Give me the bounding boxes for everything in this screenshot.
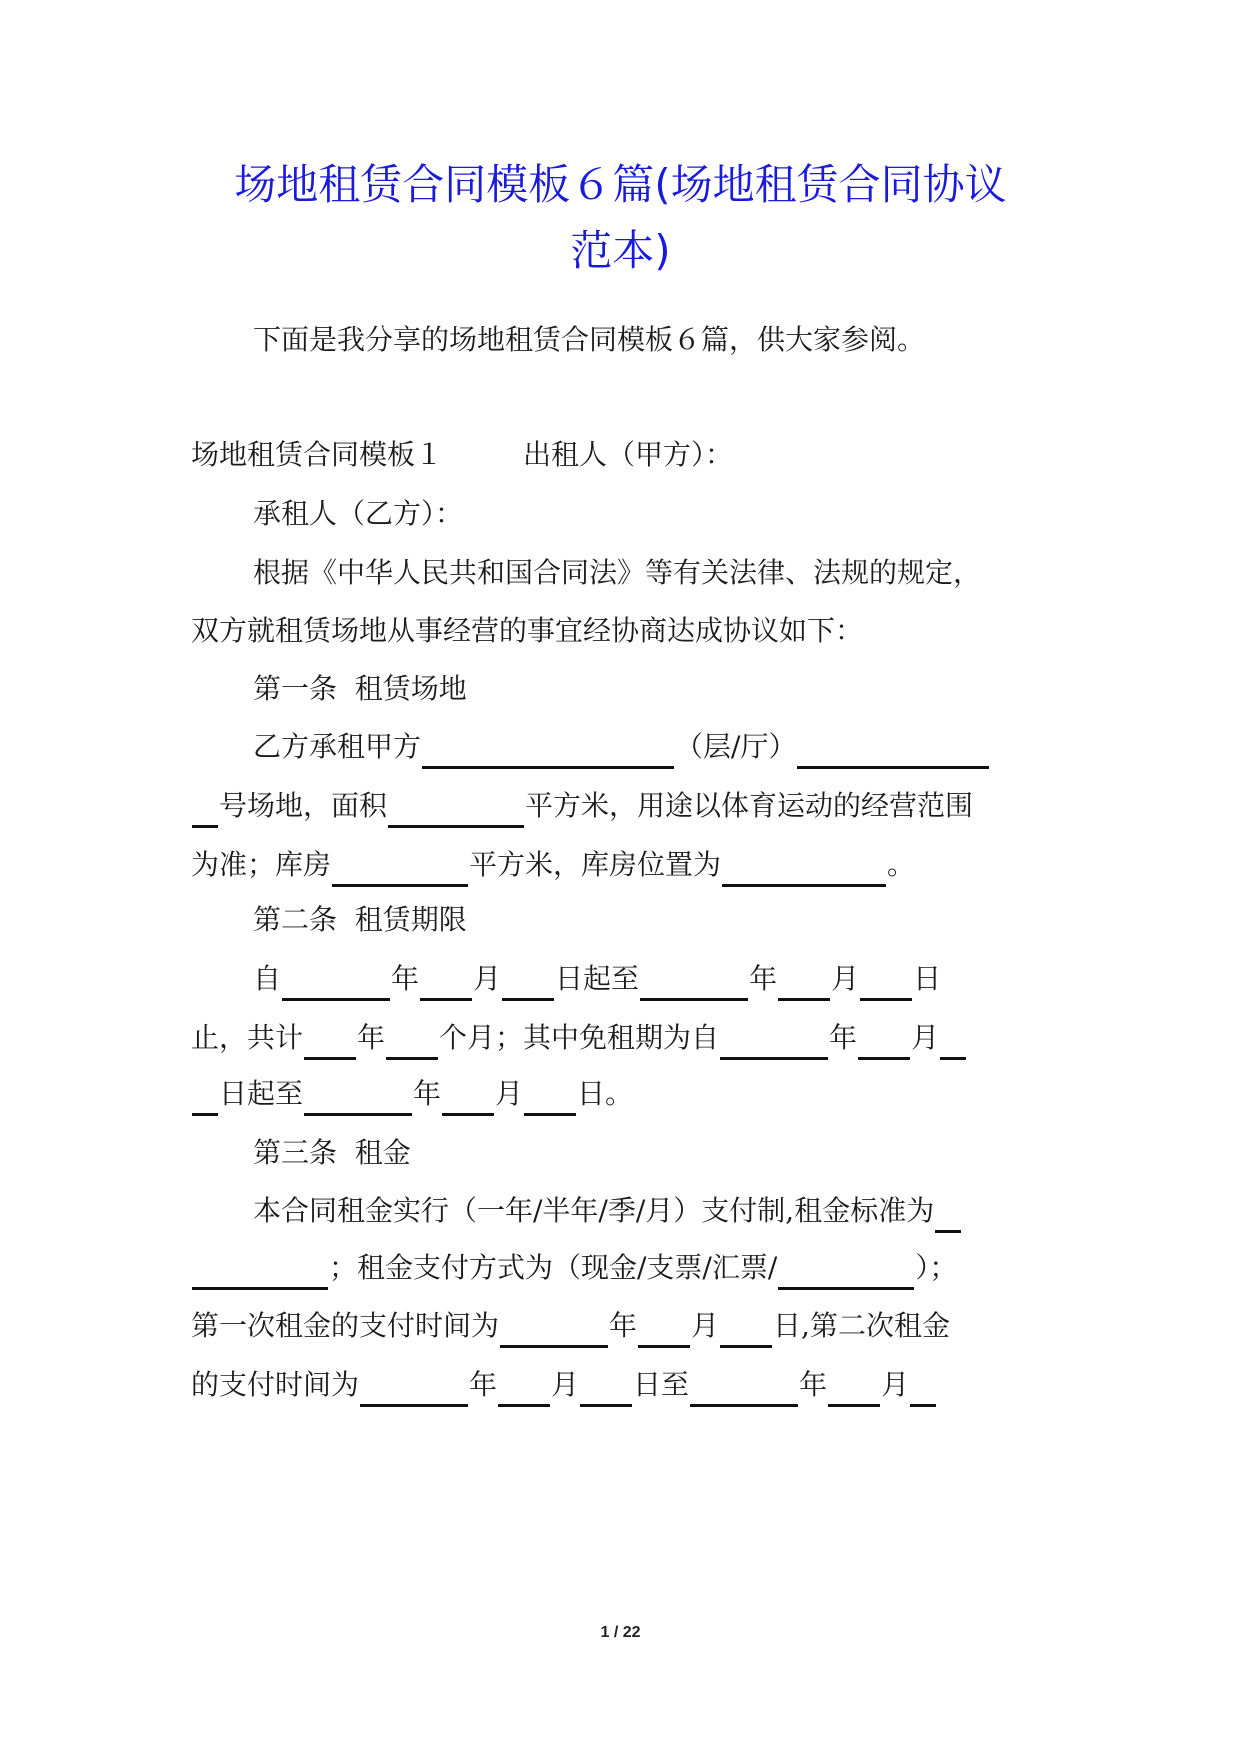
blank-line — [640, 971, 748, 1001]
blank-line — [502, 971, 554, 1001]
blank-line — [360, 1377, 468, 1407]
blank-line — [420, 971, 472, 1001]
article-1-line-2: 号场地，面积 平方米，用途以体育运动的经营范围 — [191, 784, 973, 828]
blank-line — [722, 857, 886, 887]
article-3-line-1: 本合同租金实行（一年/半年/季/月）支付制,租金标准为 — [253, 1189, 962, 1233]
blank-line — [332, 857, 468, 887]
blank-line — [935, 1203, 961, 1233]
blank-line — [720, 1318, 772, 1348]
basis-line-2: 双方就租赁场地从事经营的事宜经协商达成协议如下： — [191, 614, 864, 647]
blank-line — [386, 1030, 438, 1060]
article-2-line-3: 日起至 年 月 日。 — [191, 1072, 633, 1116]
document-title-line-2: 范本) — [570, 226, 671, 275]
blank-line — [442, 1086, 494, 1116]
blank-line — [304, 1030, 356, 1060]
blank-line — [828, 1377, 880, 1407]
article-2-line-1: 自 年 月 日起至 年 月 日 — [253, 957, 941, 1001]
blank-line — [422, 739, 674, 769]
article-1-title: 第一条 租赁场地 — [253, 672, 467, 705]
blank-line — [858, 1030, 910, 1060]
blank-line — [720, 1030, 828, 1060]
document-title-line-1: 场地租赁合同模板６篇(场地租赁合同协议 — [234, 160, 1007, 209]
article-2-title: 第二条 租赁期限 — [253, 903, 467, 936]
blank-line — [282, 971, 390, 1001]
blank-line — [797, 739, 989, 769]
basis-line-1: 根据《中华人民共和国合同法》等有关法律、法规的规定， — [253, 556, 982, 589]
blank-line — [388, 798, 524, 828]
blank-line — [910, 1377, 936, 1407]
blank-line — [304, 1086, 412, 1116]
blank-line — [860, 971, 912, 1001]
blank-line — [580, 1377, 632, 1407]
article-3-line-3: 第一次租金的支付时间为 年 月 日,第二次租金 — [191, 1304, 950, 1348]
article-1-line-1: 乙方承租甲方 （层/厅） — [253, 725, 990, 769]
blank-line — [192, 1260, 328, 1290]
article-3-line-2: ；租金支付方式为（现金/支票/汇票/ ）； — [191, 1246, 957, 1290]
section-heading-row — [191, 433, 733, 477]
section-heading: 场地租赁合同模板１ — [191, 438, 444, 471]
blank-line — [192, 1086, 218, 1116]
article-3-line-4: 的支付时间为 年 月 日至 年 月 — [191, 1363, 937, 1407]
blank-line — [940, 1030, 966, 1060]
intro-paragraph: 下面是我分享的场地租赁合同模板６篇，供大家参阅。 — [253, 323, 926, 356]
blank-line — [690, 1377, 798, 1407]
blank-line — [638, 1318, 690, 1348]
article-3-title: 第三条 租金 — [253, 1136, 411, 1169]
lessor-label: 出租人（甲方）： — [523, 438, 734, 471]
blank-line — [524, 1086, 576, 1116]
blank-line — [778, 971, 830, 1001]
blank-line — [192, 798, 218, 828]
blank-line — [778, 1260, 914, 1290]
lessee-label: 承租人（乙方）： — [253, 497, 464, 530]
article-1-line-3: 为准；库房 平方米，库房位置为 。 — [191, 843, 915, 887]
blank-line — [498, 1377, 550, 1407]
page-number: 1 / 22 — [600, 1624, 641, 1641]
blank-line — [500, 1318, 608, 1348]
article-2-line-2: 止，共计 年 个月；其中免租期为自 年 月 — [191, 1016, 967, 1060]
